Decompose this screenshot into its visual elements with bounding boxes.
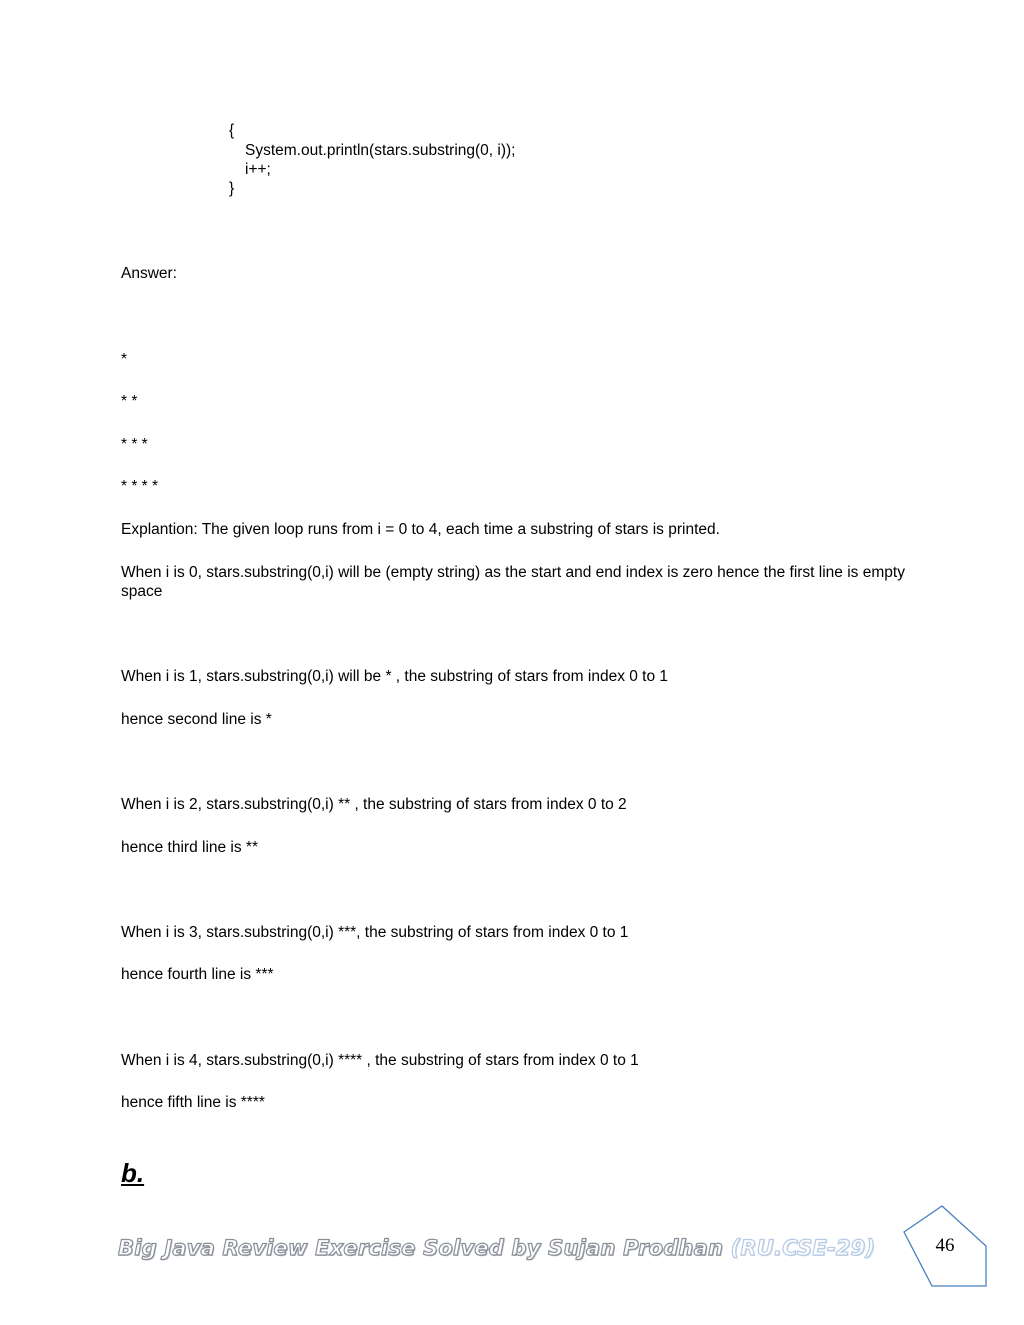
output-line-2: * * — [121, 393, 138, 410]
case-1-result: hence second line is * — [121, 711, 272, 728]
code-increment-line: i++; — [245, 161, 271, 178]
case-2-paragraph: When i is 2, stars.substring(0,i) ** , the substring of stars from index 0 to 2 — [121, 796, 627, 813]
case-4-result: hence fifth line is **** — [121, 1094, 265, 1111]
footer-title — [118, 1236, 875, 1260]
footer-tag: (RU.CSE-29) — [730, 1236, 876, 1260]
case-3-result: hence fourth line is *** — [121, 966, 274, 983]
answer-label: Answer: — [121, 265, 177, 282]
output-line-3: * * * — [121, 436, 148, 453]
case-2-result: hence third line is ** — [121, 839, 258, 856]
case-3-paragraph: When i is 3, stars.substring(0,i) ***, the substring of stars from index 0 to 1 — [121, 924, 629, 941]
explanation-paragraph: Explantion: The given loop runs from i = 0 to 4, each time a substring of stars is printed. — [121, 521, 720, 538]
case-1-paragraph: When i is 1, stars.substring(0,i) will be * , the substring of stars from index 0 to 1 — [121, 668, 669, 685]
page-number: 46 — [935, 1235, 955, 1256]
case-4-paragraph: When i is 4, stars.substring(0,i) **** , the substring of stars from index 0 to 1 — [121, 1052, 639, 1069]
output-line-1: * — [121, 351, 128, 368]
code-close-brace: } — [229, 180, 235, 197]
output-line-4: * * * * — [121, 478, 159, 495]
case-0-paragraph: When i is 0, stars.substring(0,i) will be (empty string) as the start and end index is zero hence the first line is empty space — [121, 564, 905, 600]
section-heading: b. — [121, 1158, 145, 1188]
code-open-brace: { — [229, 122, 235, 139]
footer-text: Big Java Review Exercise Solved by Sujan Prodhan — [118, 1236, 731, 1260]
code-println-line: System.out.println(stars.substring(0, i)); — [245, 142, 516, 159]
